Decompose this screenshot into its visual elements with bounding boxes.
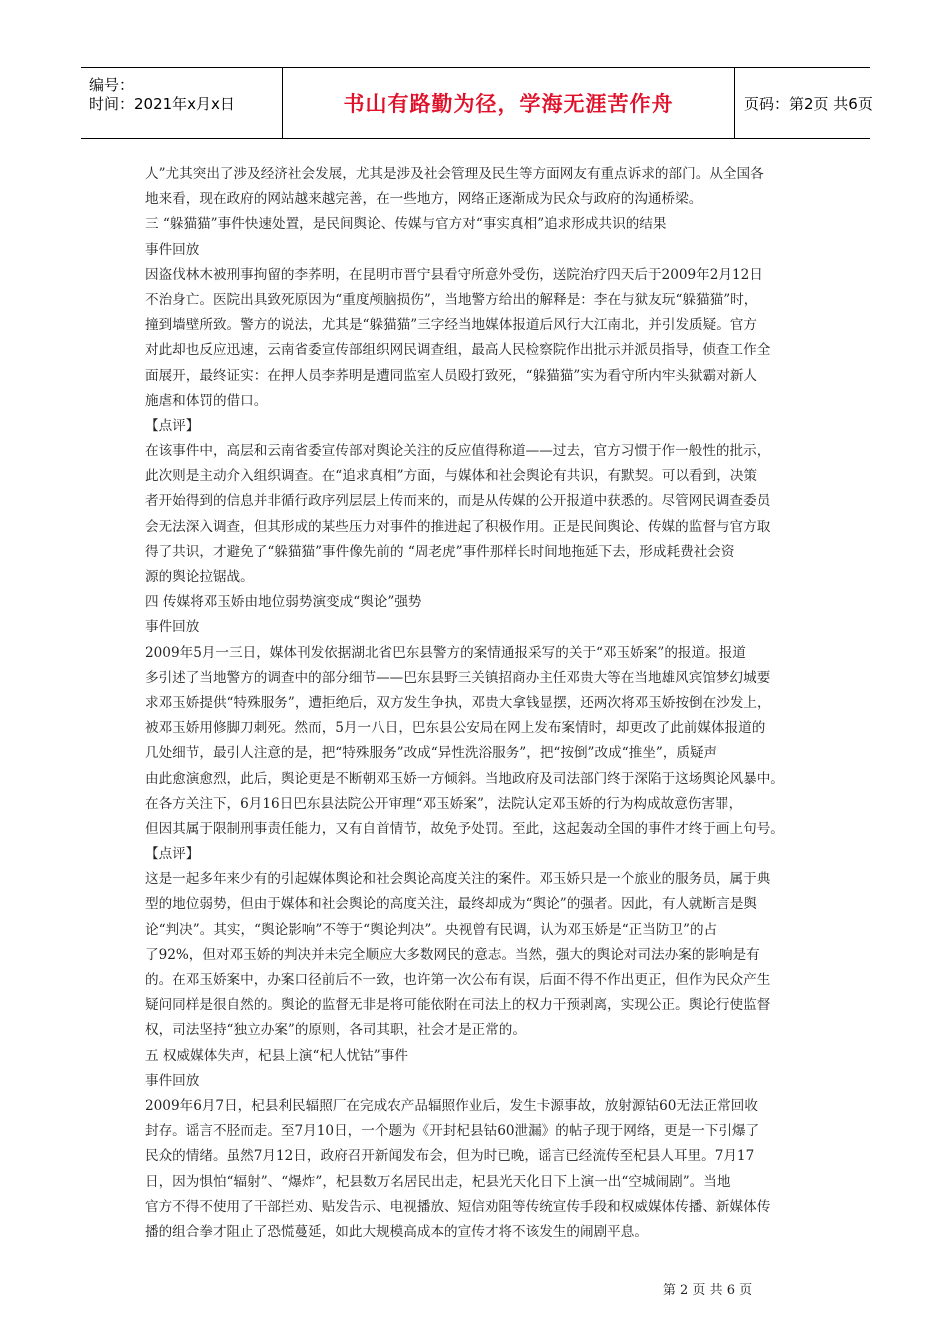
body-line: 的。在邓玉娇案中，办案口径前后不一致，也许第一次公布有误，后面不得不作出更正，但作为民众产生 bbox=[145, 972, 771, 988]
body-line: 三 “躲猫猫”事件快速处置，是民间舆论、传媒与官方对“事实真相”追求形成共识的结果 bbox=[145, 216, 667, 233]
body-line: 源的舆论拉锯战。 bbox=[145, 569, 254, 585]
document-body bbox=[145, 162, 820, 1245]
body-line: 会无法深入调查，但其形成的某些压力对事件的推进起了积极作用。正是民间舆论、传媒的监督与官方取 bbox=[145, 518, 771, 535]
body-line: 民众的情绪。虽然7月12日，政府召开新闻发布会，但为时已晚，谣言已经流传至杞县人耳里。7月17 bbox=[145, 1148, 755, 1165]
body-line: 此次则是主动介入组织调查。在“追求真相”方面，与媒体和社会舆论有共识，有默契。可以看到，决策 bbox=[145, 468, 758, 485]
header-left-cell bbox=[81, 68, 282, 138]
body-line: 人”尤其突出了涉及经济社会发展，尤其是涉及社会管理及民生等方面网友有重点诉求的部门。从全国各 bbox=[145, 166, 764, 182]
body-line: 被邓玉娇用修脚刀刺死。然而，5月一八日，巴东县公安局在网上发布案情时，却更改了此前媒体报道的 bbox=[145, 720, 766, 737]
body-line: 事件回放 bbox=[145, 241, 200, 258]
body-line: 权，司法坚持“独立办案”的原则，各司其职，社会才是正常的。 bbox=[145, 1022, 526, 1039]
body-line: 地来看，现在政府的网站越来越完善，在一些地方，网络正逐渐成为民众与政府的沟通桥梁。 bbox=[145, 191, 703, 208]
body-line: 在各方关注下，6月16日巴东县法院公开审理“邓玉娇案”，法院认定邓玉娇的行为构成故意伤害罪， bbox=[145, 795, 743, 812]
body-line: 封存。谣言不胫而走。至7月10日，一个题为《开封杞县钴60泄漏》的帖子现于网络，更是一下引爆了 bbox=[145, 1123, 760, 1140]
body-line: 在该事件中，高层和云南省委宣传部对舆论关注的反应值得称道——过去，官方习惯于作一般性的批示， bbox=[145, 443, 771, 460]
body-line: 这是一起多年来少有的引起媒体舆论和社会舆论高度关注的案件。邓玉娇只是一个旅业的服务员，属于典 bbox=[145, 871, 771, 888]
body-line: 播的组合拳才阻止了恐慌蔓延，如此大规模高成本的宣传才将不该发生的闹剧平息。 bbox=[145, 1223, 648, 1240]
body-line: 因盗伐林木被刑事拘留的李荞明，在昆明市晋宁县看守所意外受伤，送院治疗四天后于2009年2月12日 bbox=[145, 266, 763, 283]
body-line: 对此却也反应迅速，云南省委宣传部组织网民调查组，最高人民检察院作出批示并派员指导，侦查工作全 bbox=[145, 342, 771, 359]
body-line: 四 传媒将邓玉娇由地位弱势演变成“舆论”强势 bbox=[145, 594, 422, 611]
body-line: 几处细节，最引人注意的是，把“特殊服务”改成“异性洗浴服务”，把“按倒”改成“推坐”，质疑声 bbox=[145, 745, 718, 762]
body-line: 疑问同样是很自然的。舆论的监督无非是将可能依附在司法上的权力干预剥离，实现公正。舆论行使监督 bbox=[145, 997, 771, 1014]
footer-page-number: 第 2 页 共 6 页 bbox=[662, 1283, 753, 1298]
body-line: 论“判决”。其实，“舆论影响”不等于“舆论判决”。央视曾有民调，认为邓玉娇是“正当防卫”的占 bbox=[145, 921, 718, 938]
header-page-number: 页码：第2页 共6页 bbox=[744, 95, 873, 113]
body-line: 事件回放 bbox=[145, 1072, 200, 1089]
body-line: 者开始得到的信息并非循行政序列层层上传而来的，而是从传媒的公开报道中获悉的。尽管网民调查委员 bbox=[145, 493, 771, 510]
body-line: 了92%，但对邓玉娇的判决并未完全顺应大多数网民的意志。当然，强大的舆论对司法办案的影响是有 bbox=[145, 946, 760, 963]
body-line: 由此愈演愈烈，此后，舆论更是不断朝邓玉娇一方倾斜。当地政府及司法部门终于深陷于这场舆论风暴中。 bbox=[145, 770, 784, 787]
body-line: 事件回放 bbox=[145, 619, 200, 636]
body-line: 不治身亡。医院出具致死原因为“重度颅脑损伤”，当地警方给出的解释是：李在与狱友玩“躲猫猫”时， bbox=[145, 291, 758, 308]
body-line: 日，因为惧怕“辐射”、“爆炸”，杞县数万名居民出走，杞县光天化日下上演一出“空城闹剧”。当地 bbox=[145, 1173, 731, 1190]
page-footer bbox=[0, 1279, 950, 1298]
body-line: 撞到墙壁所致。警方的说法，尤其是“躲猫猫”三字经当地媒体报道后风行大江南北，并引发质疑。官方 bbox=[145, 317, 758, 334]
body-line: 【点评】 bbox=[145, 846, 200, 863]
header-motto: 书山有路勤为径，学海无涯苦作舟 bbox=[343, 92, 674, 116]
body-line: 五 权威媒体失声，杞县上演“杞人忧钴”事件 bbox=[145, 1047, 408, 1064]
body-line: 但因其属于限制刑事责任能力，又有自首情节，故免予处罚。至此，这起轰动全国的事件才终于画上句号。 bbox=[145, 820, 784, 837]
body-line: 面展开，最终证实：在押人员李荞明是遭同监室人员殴打致死，“躲猫猫”实为看守所内牢头狱霸对新人 bbox=[145, 367, 758, 384]
document-code-label: 编号： bbox=[89, 76, 135, 94]
body-line: 型的地位弱势，但由于媒体和社会舆论的高度关注，最终却成为“舆论”的强者。因此，有人就断言是舆 bbox=[145, 896, 758, 913]
page-header-table bbox=[81, 67, 873, 139]
body-line: 2009年5月一三日，媒体刊发依据湖北省巴东县警方的案情通报采写的关于“邓玉娇案”的报道。报道 bbox=[145, 644, 746, 661]
body-line: 求邓玉娇提供“特殊服务”，遭拒绝后，双方发生争执，邓贵大拿钱显摆，还两次将邓玉娇按倒在沙发上， bbox=[145, 694, 771, 711]
body-line: 【点评】 bbox=[145, 417, 200, 434]
header-right-cell bbox=[734, 68, 873, 138]
header-center-cell bbox=[282, 68, 735, 138]
body-line: 得了共识，才避免了“躲猫猫”事件像先前的 “周老虎”事件那样长时间地拖延下去，形成耗费社会资 bbox=[145, 543, 735, 560]
body-line: 多引述了当地警方的调查中的部分细节——巴东县野三关镇招商办主任邓贵大等在当地雄风宾馆梦幻城要 bbox=[145, 669, 771, 686]
body-line: 2009年6月7日，杞县利民辐照厂在完成农产品辐照作业后，发生卡源事故，放射源钴60无法正常回收 bbox=[145, 1097, 758, 1114]
document-date-label: 时间：2021年x月x日 bbox=[89, 95, 235, 113]
body-line: 施虐和体罚的借口。 bbox=[145, 392, 268, 409]
body-line: 官方不得不使用了干部拦劝、贴发告示、电视播放、短信劝阻等传统宣传手段和权威媒体传播、新媒体传 bbox=[145, 1198, 771, 1215]
